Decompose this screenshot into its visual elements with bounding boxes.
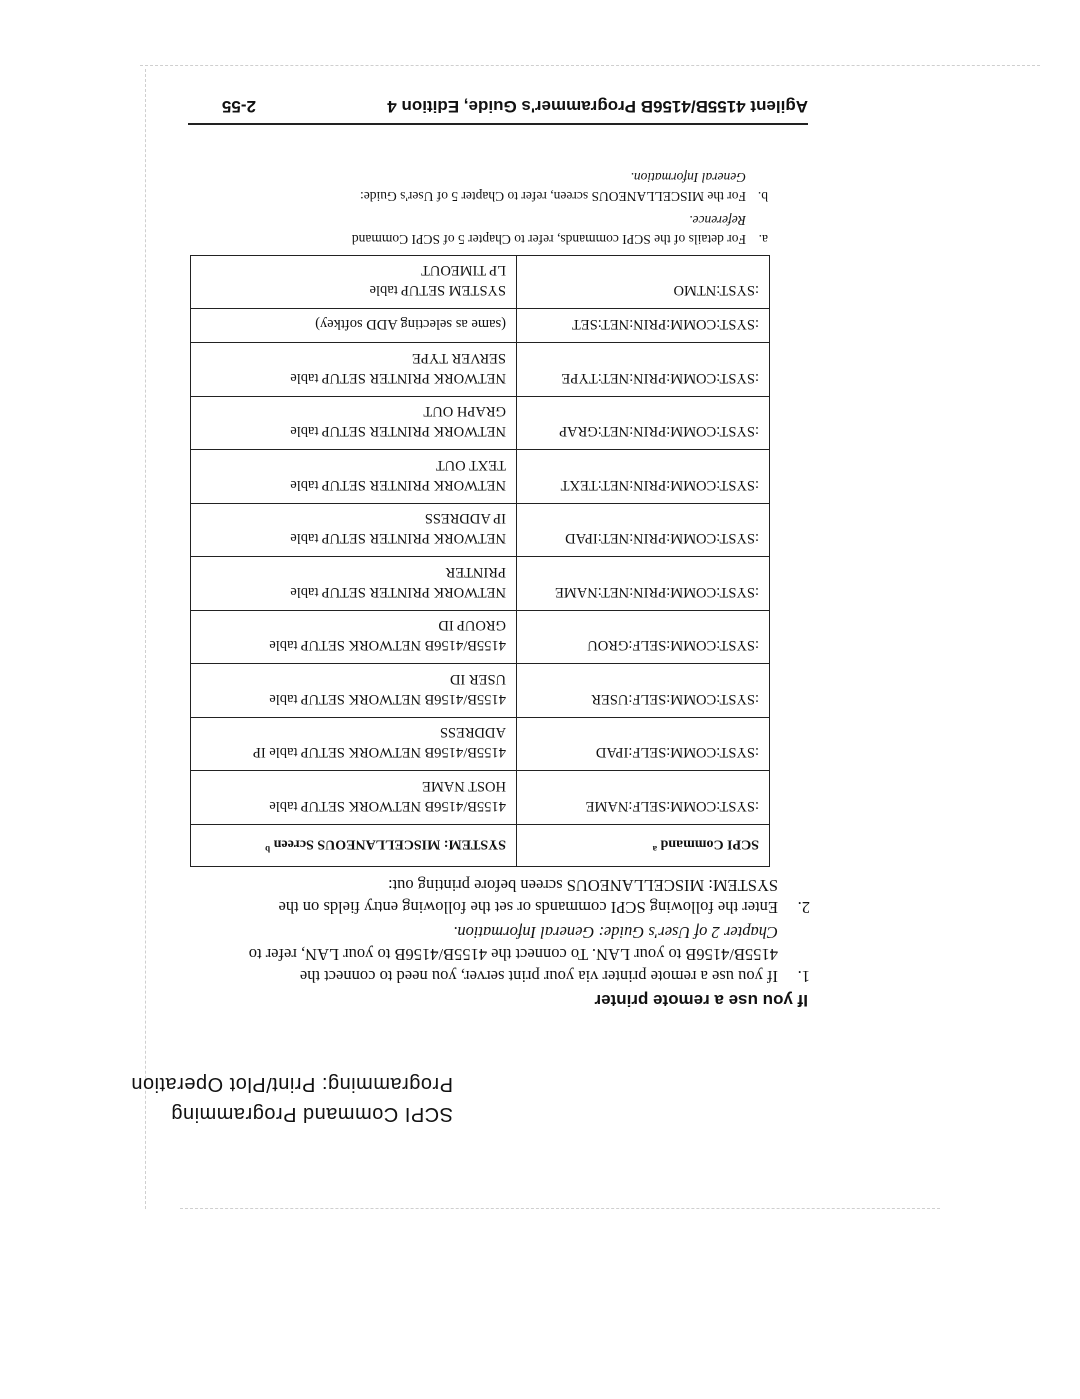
footnote-text-line: For the MISCELLANEOUS screen, refer to Chapter 5 of User's Guide: — [360, 189, 746, 204]
screen-cell: (same as selecting ADD softkey) — [191, 309, 517, 343]
screen-cell: 4155B/4156B NETWORK SETUP table IP ADDRESS — [191, 718, 517, 772]
step-text-line: Enter the following SCPI commands or set the following entry fields on the — [278, 898, 778, 917]
table-row — [191, 450, 770, 504]
table-row — [191, 256, 770, 310]
section-title: SCPI Command Programming — [170, 1103, 453, 1125]
scpi-command-table — [190, 255, 770, 867]
screen-cell: NETWORK PRINTER SETUP table TEXT OUT — [191, 450, 517, 504]
table-row — [191, 309, 770, 343]
screen-cell: NETWORK PRINTER SETUP table IP ADDRESS — [191, 504, 517, 558]
command-cell: :SYST:COMM:PRIN:NET:IPAD — [517, 504, 770, 558]
command-cell: :SYST:COMM:SELF:IPAD — [517, 718, 770, 772]
command-cell: :SYST:COMM:PRIN:NET:TEXT — [517, 450, 770, 504]
command-cell: :SYST:COMM:PRIN:NET:GRAP — [517, 397, 770, 451]
page-number: 2-55 — [221, 97, 256, 116]
screen-cell: NETWORK PRINTER SETUP table PRINTER — [191, 557, 517, 611]
footnote-label: a. — [758, 232, 768, 247]
column-header-command: SCPI Command $^a$ — [517, 825, 770, 867]
table-row — [191, 557, 770, 611]
table-row — [191, 504, 770, 558]
command-cell: :SYST:COMM:PRIN:NET:TYPE — [517, 343, 770, 397]
scan-edge-top — [180, 1208, 940, 1209]
step-text-line: SYSTEM: MISCELLANEOUS screen before printing out: — [388, 876, 778, 895]
footnote-ref: a — [652, 844, 658, 854]
section-subtitle: Programming: Print/Plot Operation — [130, 1073, 453, 1095]
screen-cell: 4155B/4156B NETWORK SETUP table HOST NAME — [191, 771, 517, 825]
table-row — [191, 718, 770, 772]
footnote-text-line: For details of the SCPI commands, refer to Chapter 5 of SCPI Command — [351, 232, 746, 247]
footnote-text-line: Reference. — [689, 213, 746, 228]
column-header-screen: SYSTEM: MISCELLANEOUS Screen $^b$ — [191, 825, 517, 867]
subsection-heading: If you use a remote printer — [594, 991, 808, 1010]
footnote-text-line: General Information. — [630, 170, 746, 185]
scan-edge-right — [145, 69, 146, 1209]
table-row — [191, 664, 770, 718]
scan-edge-bottom — [140, 65, 1040, 66]
footer-title: Agilent 4155B/4156B Programmer's Guide, Edition 4 — [387, 97, 808, 116]
step-number: 2. — [797, 898, 810, 917]
screen-cell: SYSTEM SETUP table LP TIMEOUT — [191, 256, 517, 310]
screen-cell: NETWORK PRINTER SETUP table SERVER TYPE — [191, 343, 517, 397]
footnote-label: b. — [757, 189, 768, 204]
footnote-ref: b — [265, 844, 271, 854]
command-cell: :SYST:NTMO — [517, 256, 770, 310]
step-text-line: If you use a remote printer via your print server, you need to connect the — [299, 967, 778, 986]
table-row — [191, 611, 770, 665]
command-cell: :SYST:COMM:SELF:NAME — [517, 771, 770, 825]
section-header — [131, 1069, 453, 1129]
footer-divider — [188, 123, 808, 125]
table-row — [191, 771, 770, 825]
step-number: 1. — [797, 967, 810, 986]
table-header-row — [191, 825, 770, 867]
screen-cell: NETWORK PRINTER SETUP table GRAPH OUT — [191, 397, 517, 451]
screen-cell: 4155B/4156B NETWORK SETUP table USER ID — [191, 664, 517, 718]
table-row — [191, 343, 770, 397]
table-row — [191, 397, 770, 451]
command-cell: :SYST:COMM:SELF:GROU — [517, 611, 770, 665]
step-text-line: 4155B/4156B to your LAN. To connect the 4155B/4156B to your LAN, refer to — [248, 945, 778, 964]
step-text-line: Chapter 2 of User's Guide: General Information. — [453, 923, 778, 942]
command-cell: :SYST:COMM:PRIN:NET:NAME — [517, 557, 770, 611]
screen-cell: 4155B/4156B NETWORK SETUP table GROUP ID — [191, 611, 517, 665]
command-cell: :SYST:COMM:PRIN:NET:SET — [517, 309, 770, 343]
command-cell: :SYST:COMM:SELF:USER — [517, 664, 770, 718]
